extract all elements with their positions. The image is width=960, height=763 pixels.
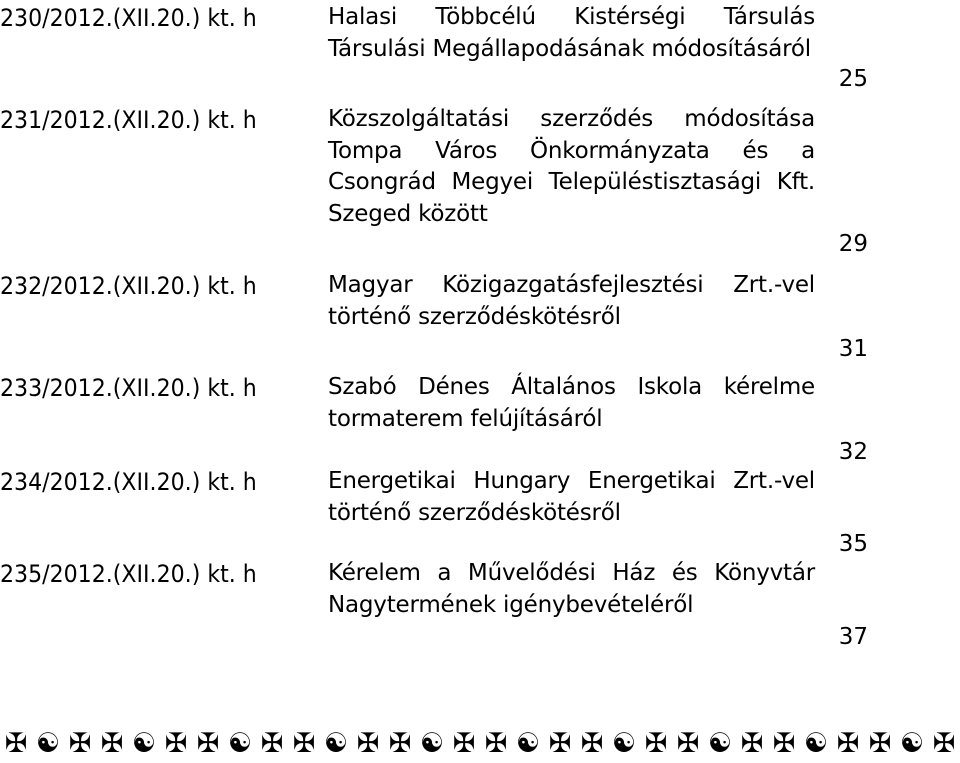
cross-icon: ✠ <box>740 728 764 759</box>
cross-icon: ✠ <box>68 728 92 759</box>
cross-icon: ✠ <box>4 728 28 759</box>
yin-yang-icon: ☯ <box>515 728 541 759</box>
resolution-number: 231/2012.(XII.20.) kt. h <box>0 106 257 134</box>
cross-icon: ✠ <box>484 728 508 759</box>
page-number: 37 <box>838 624 868 650</box>
cross-icon: ✠ <box>356 728 380 759</box>
cross-icon: ✠ <box>580 728 604 759</box>
resolution-number: 230/2012.(XII.20.) kt. h <box>0 4 257 32</box>
cross-icon: ✠ <box>164 728 188 759</box>
resolution-title: Magyar Közigazgatásfejlesztési Zrt.-vel történő szerződéskötésről <box>328 272 815 330</box>
page-number: 25 <box>838 66 868 92</box>
yin-yang-icon: ☯ <box>227 728 253 759</box>
page-number: 35 <box>838 531 868 557</box>
cross-icon: ✠ <box>868 728 892 759</box>
resolution-number: 233/2012.(XII.20.) kt. h <box>0 374 257 402</box>
resolution-title: Halasi Többcélú Kistérségi Társulás Társulási Megállapodásának módosításáról <box>328 4 815 62</box>
yin-yang-icon: ☯ <box>419 728 445 759</box>
page-number: 29 <box>838 231 868 257</box>
resolution-number: 234/2012.(XII.20.) kt. h <box>0 468 257 496</box>
page-number: 31 <box>838 336 868 362</box>
yin-yang-icon: ☯ <box>35 728 61 759</box>
cross-icon: ✠ <box>836 728 860 759</box>
cross-icon: ✠ <box>932 728 956 759</box>
yin-yang-icon: ☯ <box>611 728 637 759</box>
cross-icon: ✠ <box>100 728 124 759</box>
yin-yang-icon: ☯ <box>131 728 157 759</box>
yin-yang-icon: ☯ <box>803 728 829 759</box>
yin-yang-icon: ☯ <box>899 728 925 759</box>
resolution-title: Szabó Dénes Általános Iskola kérelme tormaterem felújításáról <box>328 374 815 432</box>
cross-icon: ✠ <box>644 728 668 759</box>
page-number: 32 <box>838 439 868 465</box>
resolution-number: 235/2012.(XII.20.) kt. h <box>0 560 257 588</box>
resolution-title: Kérelem a Művelődési Ház és Könyvtár Nagytermének igénybevételéről <box>328 560 815 618</box>
cross-icon: ✠ <box>292 728 316 759</box>
yin-yang-icon: ☯ <box>707 728 733 759</box>
cross-icon: ✠ <box>260 728 284 759</box>
cross-icon: ✠ <box>196 728 220 759</box>
cross-icon: ✠ <box>548 728 572 759</box>
decorative-border <box>0 728 960 760</box>
resolution-title: Közszolgáltatási szerződés módosítása Tompa Város Önkormányzata és a Csongrád Megyei Településtisztasági Kft. Szeged között <box>328 106 815 227</box>
yin-yang-icon: ☯ <box>323 728 349 759</box>
resolution-title: Energetikai Hungary Energetikai Zrt.-vel történő szerződéskötésről <box>328 468 815 526</box>
cross-icon: ✠ <box>388 728 412 759</box>
resolution-number: 232/2012.(XII.20.) kt. h <box>0 272 257 300</box>
cross-icon: ✠ <box>676 728 700 759</box>
cross-icon: ✠ <box>452 728 476 759</box>
cross-icon: ✠ <box>772 728 796 759</box>
